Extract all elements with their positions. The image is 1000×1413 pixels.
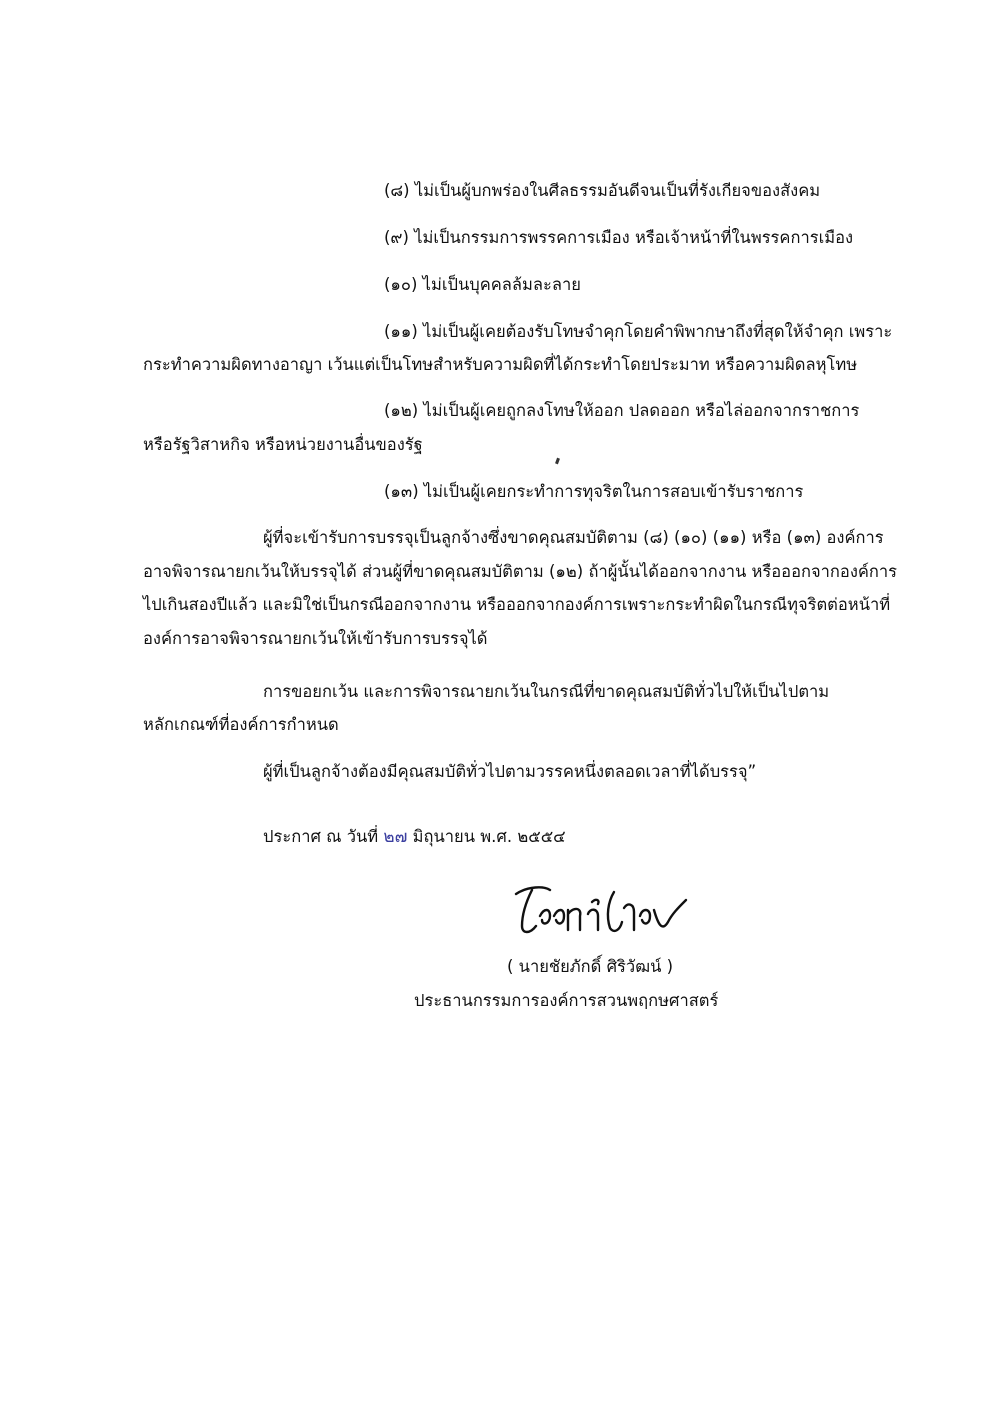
item-11-line1: (๑๑) ไม่เป็นผู้เคยต้องรับโทษจำคุกโดยคำพิพากษาถึงที่สุดให้จำคุก เพราะ (384, 322, 893, 341)
stray-mark (555, 458, 560, 465)
handwritten-signature (510, 880, 690, 940)
paragraph1-line1: ผู้ที่จะเข้ารับการบรรจุเป็นลูกจ้างซึ่งขาดคุณสมบัติตาม (๘) (๑๐) (๑๑) หรือ (๑๓) องค์การ (263, 528, 884, 547)
announcement-day: ๒๗ (383, 827, 408, 847)
announcement-suffix: มิถุนายน พ.ศ. ๒๕๕๔ (407, 827, 566, 846)
item-12-line1: (๑๒) ไม่เป็นผู้เคยถูกลงโทษให้ออก ปลดออก หรือไล่ออกจากราชการ (384, 401, 860, 420)
item-13: (๑๓) ไม่เป็นผู้เคยกระทำการทุจริตในการสอบเข้ารับราชการ (384, 482, 804, 501)
paragraph1-line3: ไปเกินสองปีแล้ว และมิใช่เป็นกรณีออกจากงาน หรือออกจากองค์การเพราะกระทำผิดในกรณีทุจริตต่อหน้าที่ (143, 595, 891, 614)
paragraph1-line2: อาจพิจารณายกเว้นให้บรรจุได้ ส่วนผู้ที่ขาดคุณสมบัติตาม (๑๒) ถ้าผู้นั้นได้ออกจากงาน หรือออกจากองค์การ (143, 562, 898, 581)
item-10: (๑๐) ไม่เป็นบุคคลล้มละลาย (384, 275, 581, 294)
announcement-prefix: ประกาศ ณ วันที่ (263, 827, 384, 846)
paragraph1-line4: องค์การอาจพิจารณายกเว้นให้เข้ารับการบรรจุได้ (143, 629, 488, 648)
item-11-line2: กระทำความผิดทางอาญา เว้นแต่เป็นโทษสำหรับความผิดที่ได้กระทำโดยประมาท หรือความผิดลหุโทษ (143, 355, 858, 374)
paragraph2-line2: หลักเกณฑ์ที่องค์การกำหนด (143, 715, 339, 734)
paragraph3: ผู้ที่เป็นลูกจ้างต้องมีคุณสมบัติทั่วไปตามวรรคหนึ่งตลอดเวลาที่ได้บรรจุ” (263, 762, 757, 781)
signatory-position: ประธานกรรมการองค์การสวนพฤกษศาสตร์ (414, 991, 719, 1010)
paragraph2-line1: การขอยกเว้น และการพิจารณายกเว้นในกรณีที่ขาดคุณสมบัติทั่วไปให้เป็นไปตาม (263, 682, 830, 701)
announcement-date (263, 826, 566, 848)
signatory-name: ( นายชัยภักดิ์ ศิริวัฒน์ ) (507, 957, 674, 976)
item-9: (๙) ไม่เป็นกรรมการพรรคการเมือง หรือเจ้าหน้าที่ในพรรคการเมือง (384, 228, 854, 247)
item-12-line2: หรือรัฐวิสาหกิจ หรือหน่วยงานอื่นของรัฐ (143, 435, 423, 454)
item-8: (๘) ไม่เป็นผู้บกพร่องในศีลธรรมอันดีจนเป็นที่รังเกียจของสังคม (384, 181, 821, 200)
